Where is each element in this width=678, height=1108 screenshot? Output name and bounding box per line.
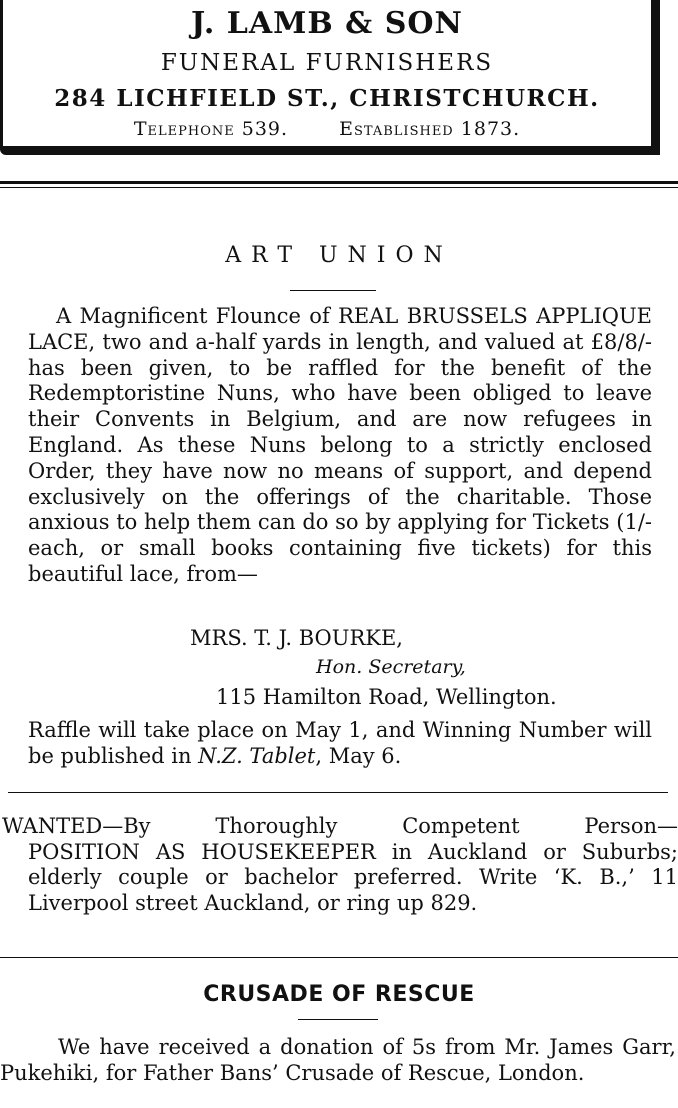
- wanted-body: POSITION AS HOUSEKEEPER in Auckland or Suburbs; elderly couple or bachelor preferred. Write ‘K. B.,’ 11 Liverpool street Auckland, or ring up 829.: [28, 839, 678, 915]
- signatory-name: MRS. T. J. BOURKE,: [190, 626, 403, 650]
- crusade-title: CRUSADE OF RESCUE: [203, 982, 475, 1007]
- divider: [8, 792, 668, 793]
- art-union-title: ART UNION: [225, 243, 453, 268]
- wanted-advert: [2, 814, 678, 916]
- divider-thick: [0, 181, 678, 184]
- signatory-role: Hon. Secretary,: [316, 656, 466, 678]
- advertiser-telephone: Telephone 539.: [133, 118, 289, 140]
- raffle-note: [28, 718, 652, 770]
- advertiser-contact-line: [3, 118, 651, 140]
- divider: [0, 957, 678, 958]
- art-union-body: A Magnificent Flounce of REAL BRUSSELS APPLIQUE LACE, two and a-half yards in length, and valued at £8/8/- has been given, to be raffled for the benefit of the Redemptoristine Nuns, who have been obliged to leave their Convents in Belgium, and are now refugees in England. As these Nuns belong to a strictly enclosed Order, they have now no means of support, and depend exclusively on the offerings of the charitable. Those anxious to help them can do so by applying for Tickets (1/- each, or small books containing five tickets) for this beautiful lace, from—: [28, 304, 652, 586]
- advertiser-address: 284 LICHFIELD ST., CHRISTCHURCH.: [54, 85, 600, 112]
- divider-thin: [0, 187, 678, 188]
- advertiser-established: Established 1873.: [339, 118, 521, 140]
- raffle-note-date: , May 6.: [315, 743, 402, 768]
- advertiser-name: J. LAMB & SON: [191, 6, 463, 41]
- advertiser-trade: FUNERAL FURNISHERS: [160, 50, 494, 76]
- title-underline: [290, 290, 376, 291]
- crusade-body: We have received a donation of 5s from Mr. James Garr, Pukehiki, for Father Bans’ Crusade of Rescue, London.: [0, 1035, 676, 1085]
- raffle-note-text: Raffle will take place on May 1, and Winning Number will be published in: [28, 718, 652, 768]
- publication-name: N.Z. Tablet: [198, 743, 316, 768]
- wanted-heading: WANTED—By Thoroughly Competent Person—: [2, 814, 678, 838]
- advertisement-box: [0, 0, 660, 155]
- signatory-address: 115 Hamilton Road, Wellington.: [216, 685, 557, 709]
- title-underline: [298, 1019, 378, 1020]
